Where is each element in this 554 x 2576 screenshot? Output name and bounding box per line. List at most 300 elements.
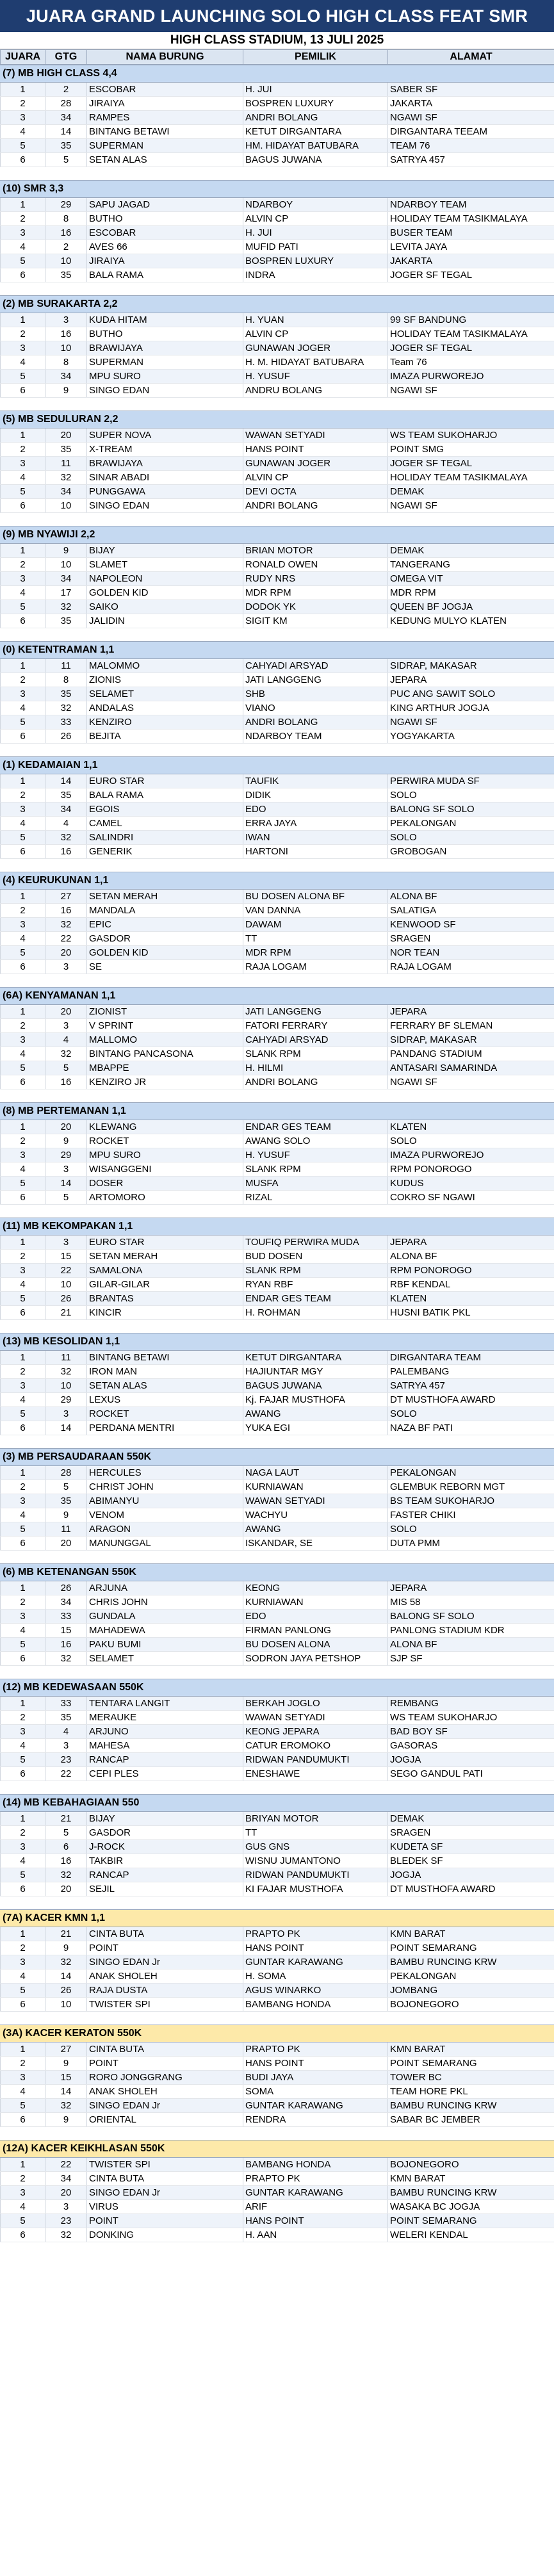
cell-alamat: KENWOOD SF [388,918,554,932]
cell-juara: 2 [1,327,45,341]
table-row [1,1725,554,1739]
table-row [1,1005,554,1019]
cell-nama-burung: KENZIRO JR [87,1075,243,1089]
cell-nama-burung: ESCOBAR [87,83,243,97]
cell-nama-burung: PAKU BUMI [87,1638,243,1652]
cell-gtg: 32 [45,471,87,485]
cell-gtg: 14 [45,1969,87,1984]
cell-alamat: NDARBOY TEAM [388,198,554,212]
cell-juara: 4 [1,240,45,254]
cell-gtg: 23 [45,2214,87,2228]
cell-pemilik: H. YUSUF [243,1148,388,1162]
cell-pemilik: H. YUSUF [243,370,388,384]
results-table [0,428,554,513]
cell-alamat: KMN BARAT [388,2172,554,2186]
table-row [1,1868,554,1882]
cell-pemilik: HANS POINT [243,2057,388,2071]
section-spacer [0,628,554,641]
table-row [1,1927,554,1941]
cell-pemilik: TOUFIQ PERWIRA MUDA [243,1235,388,1250]
cell-gtg: 11 [45,659,87,673]
cell-pemilik: HANS POINT [243,1941,388,1955]
cell-gtg: 17 [45,586,87,600]
cell-nama-burung: KUDA HITAM [87,313,243,327]
cell-alamat: JOGER SF TEGAL [388,268,554,282]
results-section [0,756,554,872]
cell-nama-burung: ZIONIST [87,1005,243,1019]
cell-alamat: SEGO GANDUL PATI [388,1767,554,1781]
cell-juara: 6 [1,1882,45,1896]
cell-juara: 6 [1,1652,45,1666]
cell-gtg: 35 [45,1711,87,1725]
table-row [1,659,554,673]
cell-gtg: 33 [45,1610,87,1624]
cell-alamat: WASAKA BC JOGJA [388,2200,554,2214]
cell-nama-burung: MALLOMO [87,1033,243,1047]
cell-gtg: 20 [45,1537,87,1551]
cell-juara: 5 [1,1407,45,1421]
cell-juara: 1 [1,544,45,558]
cell-juara: 5 [1,831,45,845]
table-row [1,1292,554,1306]
cell-gtg: 20 [45,2186,87,2200]
cell-gtg: 9 [45,1134,87,1148]
section-title: (4) KEURUKUNAN 1,1 [0,872,554,890]
results-table [0,83,554,167]
cell-alamat: DIRGANTARA TEAM [388,1351,554,1365]
cell-alamat: JOGER SF TEGAL [388,341,554,355]
table-row [1,153,554,167]
cell-juara: 1 [1,313,45,327]
cell-gtg: 35 [45,687,87,701]
cell-juara: 1 [1,1005,45,1019]
section-title: (8) MB PERTEMANAN 1,1 [0,1102,554,1120]
table-row [1,1148,554,1162]
cell-nama-burung: BIJAY [87,544,243,558]
cell-pemilik: YUKA EGI [243,1421,388,1435]
cell-juara: 3 [1,341,45,355]
cell-juara: 5 [1,485,45,499]
cell-nama-burung: SINAR ABADI [87,471,243,485]
cell-alamat: BOJONEGORO [388,1998,554,2012]
cell-pemilik: BU DOSEN ALONA BF [243,890,388,904]
table-row [1,614,554,628]
cell-juara: 5 [1,1292,45,1306]
table-row [1,1998,554,2012]
table-row [1,1812,554,1826]
table-row [1,83,554,97]
section-title: (11) MB KEKOMPAKAN 1,1 [0,1218,554,1235]
cell-juara: 2 [1,1711,45,1725]
cell-alamat: BAMBU RUNCING KRW [388,2186,554,2200]
cell-alamat: KLATEN [388,1120,554,1134]
cell-alamat: KMN BARAT [388,1927,554,1941]
cell-alamat: IMAZA PURWOREJO [388,1148,554,1162]
cell-alamat: SRAGEN [388,1826,554,1840]
cell-gtg: 32 [45,2099,87,2113]
section-spacer [0,1781,554,1794]
cell-pemilik: WISNU JUMANTONO [243,1854,388,1868]
cell-alamat: RPM PONOROGO [388,1264,554,1278]
table-row [1,1969,554,1984]
cell-alamat: PEKALONGAN [388,1969,554,1984]
cell-nama-burung: ARJUNO [87,1725,243,1739]
cell-juara: 1 [1,1120,45,1134]
cell-juara: 1 [1,1812,45,1826]
results-section [0,641,554,756]
results-table [0,1466,554,1551]
cell-pemilik: BU DOSEN ALONA [243,1638,388,1652]
table-row [1,1840,554,1854]
cell-gtg: 16 [45,1075,87,1089]
cell-gtg: 20 [45,428,87,443]
table-row [1,1984,554,1998]
cell-juara: 2 [1,1826,45,1840]
cell-nama-burung: RAJA DUSTA [87,1984,243,1998]
results-table [0,544,554,628]
results-section [0,1563,554,1679]
cell-juara: 6 [1,384,45,398]
table-row [1,701,554,715]
column-header-row [0,49,554,65]
cell-pemilik: SODRON JAYA PETSHOP [243,1652,388,1666]
cell-gtg: 9 [45,2113,87,2127]
cell-juara: 4 [1,1162,45,1177]
cell-alamat: NGAWI SF [388,1075,554,1089]
cell-juara: 1 [1,198,45,212]
cell-juara: 3 [1,1725,45,1739]
cell-gtg: 22 [45,1767,87,1781]
section-spacer [0,859,554,872]
cell-gtg: 9 [45,1508,87,1522]
cell-pemilik: MUSFA [243,1177,388,1191]
cell-pemilik: ANDRU BOLANG [243,384,388,398]
cell-gtg: 27 [45,890,87,904]
cell-juara: 3 [1,1264,45,1278]
cell-pemilik: GUS GNS [243,1840,388,1854]
cell-gtg: 35 [45,268,87,282]
cell-alamat: TEAM 76 [388,139,554,153]
cell-gtg: 3 [45,1235,87,1250]
cell-pemilik: RENDRA [243,2113,388,2127]
cell-gtg: 23 [45,1753,87,1767]
cell-juara: 5 [1,2214,45,2228]
section-title: (13) MB KESOLIDAN 1,1 [0,1333,554,1351]
cell-gtg: 32 [45,1047,87,1061]
table-row [1,1120,554,1134]
cell-gtg: 26 [45,1984,87,1998]
cell-juara: 2 [1,2172,45,2186]
table-row [1,1306,554,1320]
cell-gtg: 29 [45,1148,87,1162]
cell-pemilik: RIDWAN PANDUMUKTI [243,1753,388,1767]
cell-juara: 5 [1,1984,45,1998]
cell-gtg: 4 [45,817,87,831]
cell-pemilik: PRAPTO PK [243,2172,388,2186]
cell-pemilik: BAMBANG HONDA [243,1998,388,2012]
table-row [1,139,554,153]
cell-gtg: 34 [45,1595,87,1610]
cell-nama-burung: POINT [87,1941,243,1955]
table-row [1,1638,554,1652]
cell-juara: 1 [1,1927,45,1941]
cell-gtg: 11 [45,1522,87,1537]
table-row [1,1466,554,1480]
cell-juara: 5 [1,370,45,384]
cell-nama-burung: VENOM [87,1508,243,1522]
cell-nama-burung: POINT [87,2214,243,2228]
cell-pemilik: DIDIK [243,788,388,803]
cell-pemilik: GUNTAR KARAWANG [243,1955,388,1969]
cell-gtg: 14 [45,1177,87,1191]
cell-alamat: PALEMBANG [388,1365,554,1379]
cell-alamat: POINT SEMARANG [388,2214,554,2228]
cell-gtg: 22 [45,1264,87,1278]
cell-gtg: 9 [45,384,87,398]
section-spacer [0,1320,554,1333]
cell-pemilik: NDARBOY [243,198,388,212]
cell-alamat: NGAWI SF [388,384,554,398]
cell-juara: 1 [1,1581,45,1595]
cell-gtg: 16 [45,1854,87,1868]
cell-gtg: 34 [45,2172,87,2186]
cell-nama-burung: SAPU JAGAD [87,198,243,212]
cell-gtg: 3 [45,1019,87,1033]
results-section [0,526,554,641]
cell-pemilik: PRAPTO PK [243,2042,388,2057]
cell-nama-burung: ANDALAS [87,701,243,715]
table-row [1,370,554,384]
cell-gtg: 33 [45,1697,87,1711]
cell-nama-burung: DONKING [87,2228,243,2242]
cell-alamat: POINT SEMARANG [388,1941,554,1955]
cell-juara: 1 [1,890,45,904]
cell-alamat: TOWER BC [388,2071,554,2085]
cell-alamat: RBF KENDAL [388,1278,554,1292]
cell-pemilik: WAWAN SETYADI [243,428,388,443]
cell-pemilik: BRIYAN MOTOR [243,1812,388,1826]
results-table [0,2158,554,2242]
table-row [1,198,554,212]
cell-pemilik: ENESHAWE [243,1767,388,1781]
table-row [1,111,554,125]
table-row [1,817,554,831]
cell-alamat: POINT SEMARANG [388,2057,554,2071]
cell-gtg: 16 [45,327,87,341]
cell-nama-burung: ZIONIS [87,673,243,687]
cell-nama-burung: DOSER [87,1177,243,1191]
table-row [1,1753,554,1767]
cell-gtg: 21 [45,1306,87,1320]
cell-gtg: 11 [45,457,87,471]
table-row [1,1134,554,1148]
cell-gtg: 8 [45,212,87,226]
header-juara: JUARA [1,50,45,65]
cell-alamat: GLEMBUK REBORN MGT [388,1480,554,1494]
cell-alamat: BOJONEGORO [388,2158,554,2172]
table-row [1,2228,554,2242]
cell-gtg: 34 [45,370,87,384]
table-row [1,1854,554,1868]
cell-juara: 2 [1,673,45,687]
table-row [1,918,554,932]
cell-nama-burung: LEXUS [87,1393,243,1407]
cell-pemilik: BERKAH JOGLO [243,1697,388,1711]
cell-juara: 6 [1,614,45,628]
section-spacer [0,744,554,756]
cell-gtg: 21 [45,1812,87,1826]
table-row [1,1162,554,1177]
cell-gtg: 3 [45,2200,87,2214]
table-row [1,1393,554,1407]
cell-gtg: 20 [45,946,87,960]
cell-pemilik: HARTONI [243,845,388,859]
results-sections [0,65,554,2242]
cell-gtg: 10 [45,1998,87,2012]
cell-nama-burung: NAPOLEON [87,572,243,586]
results-section [0,1102,554,1218]
table-row [1,254,554,268]
cell-gtg: 26 [45,1581,87,1595]
table-row [1,845,554,859]
cell-pemilik: NDARBOY TEAM [243,730,388,744]
section-title: (5) MB SEDULURAN 2,2 [0,411,554,428]
cell-nama-burung: SINGO EDAN Jr [87,2099,243,2113]
cell-nama-burung: RAMPES [87,111,243,125]
cell-nama-burung: BIJAY [87,1812,243,1826]
cell-juara: 2 [1,558,45,572]
table-row [1,428,554,443]
cell-pemilik: IWAN [243,831,388,845]
cell-gtg: 33 [45,715,87,730]
cell-pemilik: ALVIN CP [243,327,388,341]
table-row [1,803,554,817]
cell-alamat: DT MUSTHOFA AWARD [388,1882,554,1896]
cell-pemilik: NAGA LAUT [243,1466,388,1480]
cell-alamat: JEPARA [388,1581,554,1595]
cell-alamat: KING ARTHUR JOGJA [388,701,554,715]
cell-pemilik: WAWAN SETYADI [243,1711,388,1725]
cell-pemilik: KEONG [243,1581,388,1595]
cell-gtg: 32 [45,831,87,845]
results-section [0,1909,554,2025]
cell-juara: 1 [1,774,45,788]
header-pemilik: PEMILIK [243,50,388,65]
table-row [1,687,554,701]
cell-juara: 6 [1,1421,45,1435]
cell-gtg: 32 [45,701,87,715]
cell-pemilik: ANDRI BOLANG [243,111,388,125]
cell-nama-burung: J-ROCK [87,1840,243,1854]
cell-juara: 4 [1,701,45,715]
table-row [1,1826,554,1840]
cell-pemilik: HANS POINT [243,2214,388,2228]
cell-pemilik: MUFID PATI [243,240,388,254]
cell-alamat: BALONG SF SOLO [388,803,554,817]
cell-alamat: SATRYA 457 [388,1379,554,1393]
cell-gtg: 11 [45,1351,87,1365]
cell-juara: 6 [1,499,45,513]
cell-juara: 5 [1,1177,45,1191]
cell-nama-burung: BUTHO [87,212,243,226]
cell-gtg: 21 [45,1927,87,1941]
table-row [1,1697,554,1711]
cell-nama-burung: ARAGON [87,1522,243,1537]
cell-pemilik: H. AAN [243,2228,388,2242]
cell-nama-burung: TWISTER SPI [87,1998,243,2012]
section-title: (3A) KACER KERATON 550K [0,2025,554,2042]
cell-alamat: DEMAK [388,1812,554,1826]
cell-gtg: 5 [45,1191,87,1205]
cell-juara: 1 [1,2158,45,2172]
section-title: (9) MB NYAWIJI 2,2 [0,526,554,544]
cell-alamat: DUTA PMM [388,1537,554,1551]
cell-nama-burung: RANCAP [87,1868,243,1882]
cell-gtg: 27 [45,2042,87,2057]
cell-juara: 4 [1,1739,45,1753]
cell-nama-burung: PERDANA MENTRI [87,1421,243,1435]
cell-nama-burung: JALIDIN [87,614,243,628]
cell-gtg: 35 [45,139,87,153]
cell-pemilik: AWANG SOLO [243,1134,388,1148]
cell-gtg: 3 [45,960,87,974]
cell-pemilik: FIRMAN PANLONG [243,1624,388,1638]
table-row [1,544,554,558]
table-row [1,1033,554,1047]
cell-nama-burung: SETAN ALAS [87,1379,243,1393]
cell-alamat: QUEEN BF JOGJA [388,600,554,614]
cell-alamat: 99 SF BANDUNG [388,313,554,327]
cell-alamat: OMEGA VIT [388,572,554,586]
cell-alamat: GROBOGAN [388,845,554,859]
cell-gtg: 3 [45,1162,87,1177]
cell-pemilik: BAGUS JUWANA [243,153,388,167]
table-row [1,1508,554,1522]
cell-juara: 1 [1,1466,45,1480]
cell-nama-burung: EURO STAR [87,1235,243,1250]
cell-gtg: 35 [45,788,87,803]
table-row [1,788,554,803]
cell-gtg: 9 [45,2057,87,2071]
cell-alamat: POINT SMG [388,443,554,457]
cell-juara: 5 [1,1868,45,1882]
results-table [0,1697,554,1781]
cell-alamat: KLATEN [388,1292,554,1306]
cell-gtg: 15 [45,1250,87,1264]
cell-pemilik: ANDRI BOLANG [243,499,388,513]
cell-pemilik: DODOK YK [243,600,388,614]
cell-juara: 4 [1,1508,45,1522]
cell-pemilik: BUDI JAYA [243,2071,388,2085]
cell-alamat: DT MUSTHOFA AWARD [388,1393,554,1407]
cell-nama-burung: EURO STAR [87,774,243,788]
cell-nama-burung: MAHADEWA [87,1624,243,1638]
cell-pemilik: BAGUS JUWANA [243,1379,388,1393]
cell-gtg: 10 [45,558,87,572]
results-section [0,1448,554,1563]
cell-alamat: MDR RPM [388,586,554,600]
cell-pemilik: ANDRI BOLANG [243,715,388,730]
cell-gtg: 29 [45,198,87,212]
cell-nama-burung: SUPERMAN [87,139,243,153]
cell-juara: 4 [1,1278,45,1292]
table-row [1,1191,554,1205]
cell-juara: 3 [1,226,45,240]
cell-juara: 4 [1,1393,45,1407]
table-row [1,1250,554,1264]
cell-juara: 3 [1,1494,45,1508]
cell-alamat: DEMAK [388,544,554,558]
